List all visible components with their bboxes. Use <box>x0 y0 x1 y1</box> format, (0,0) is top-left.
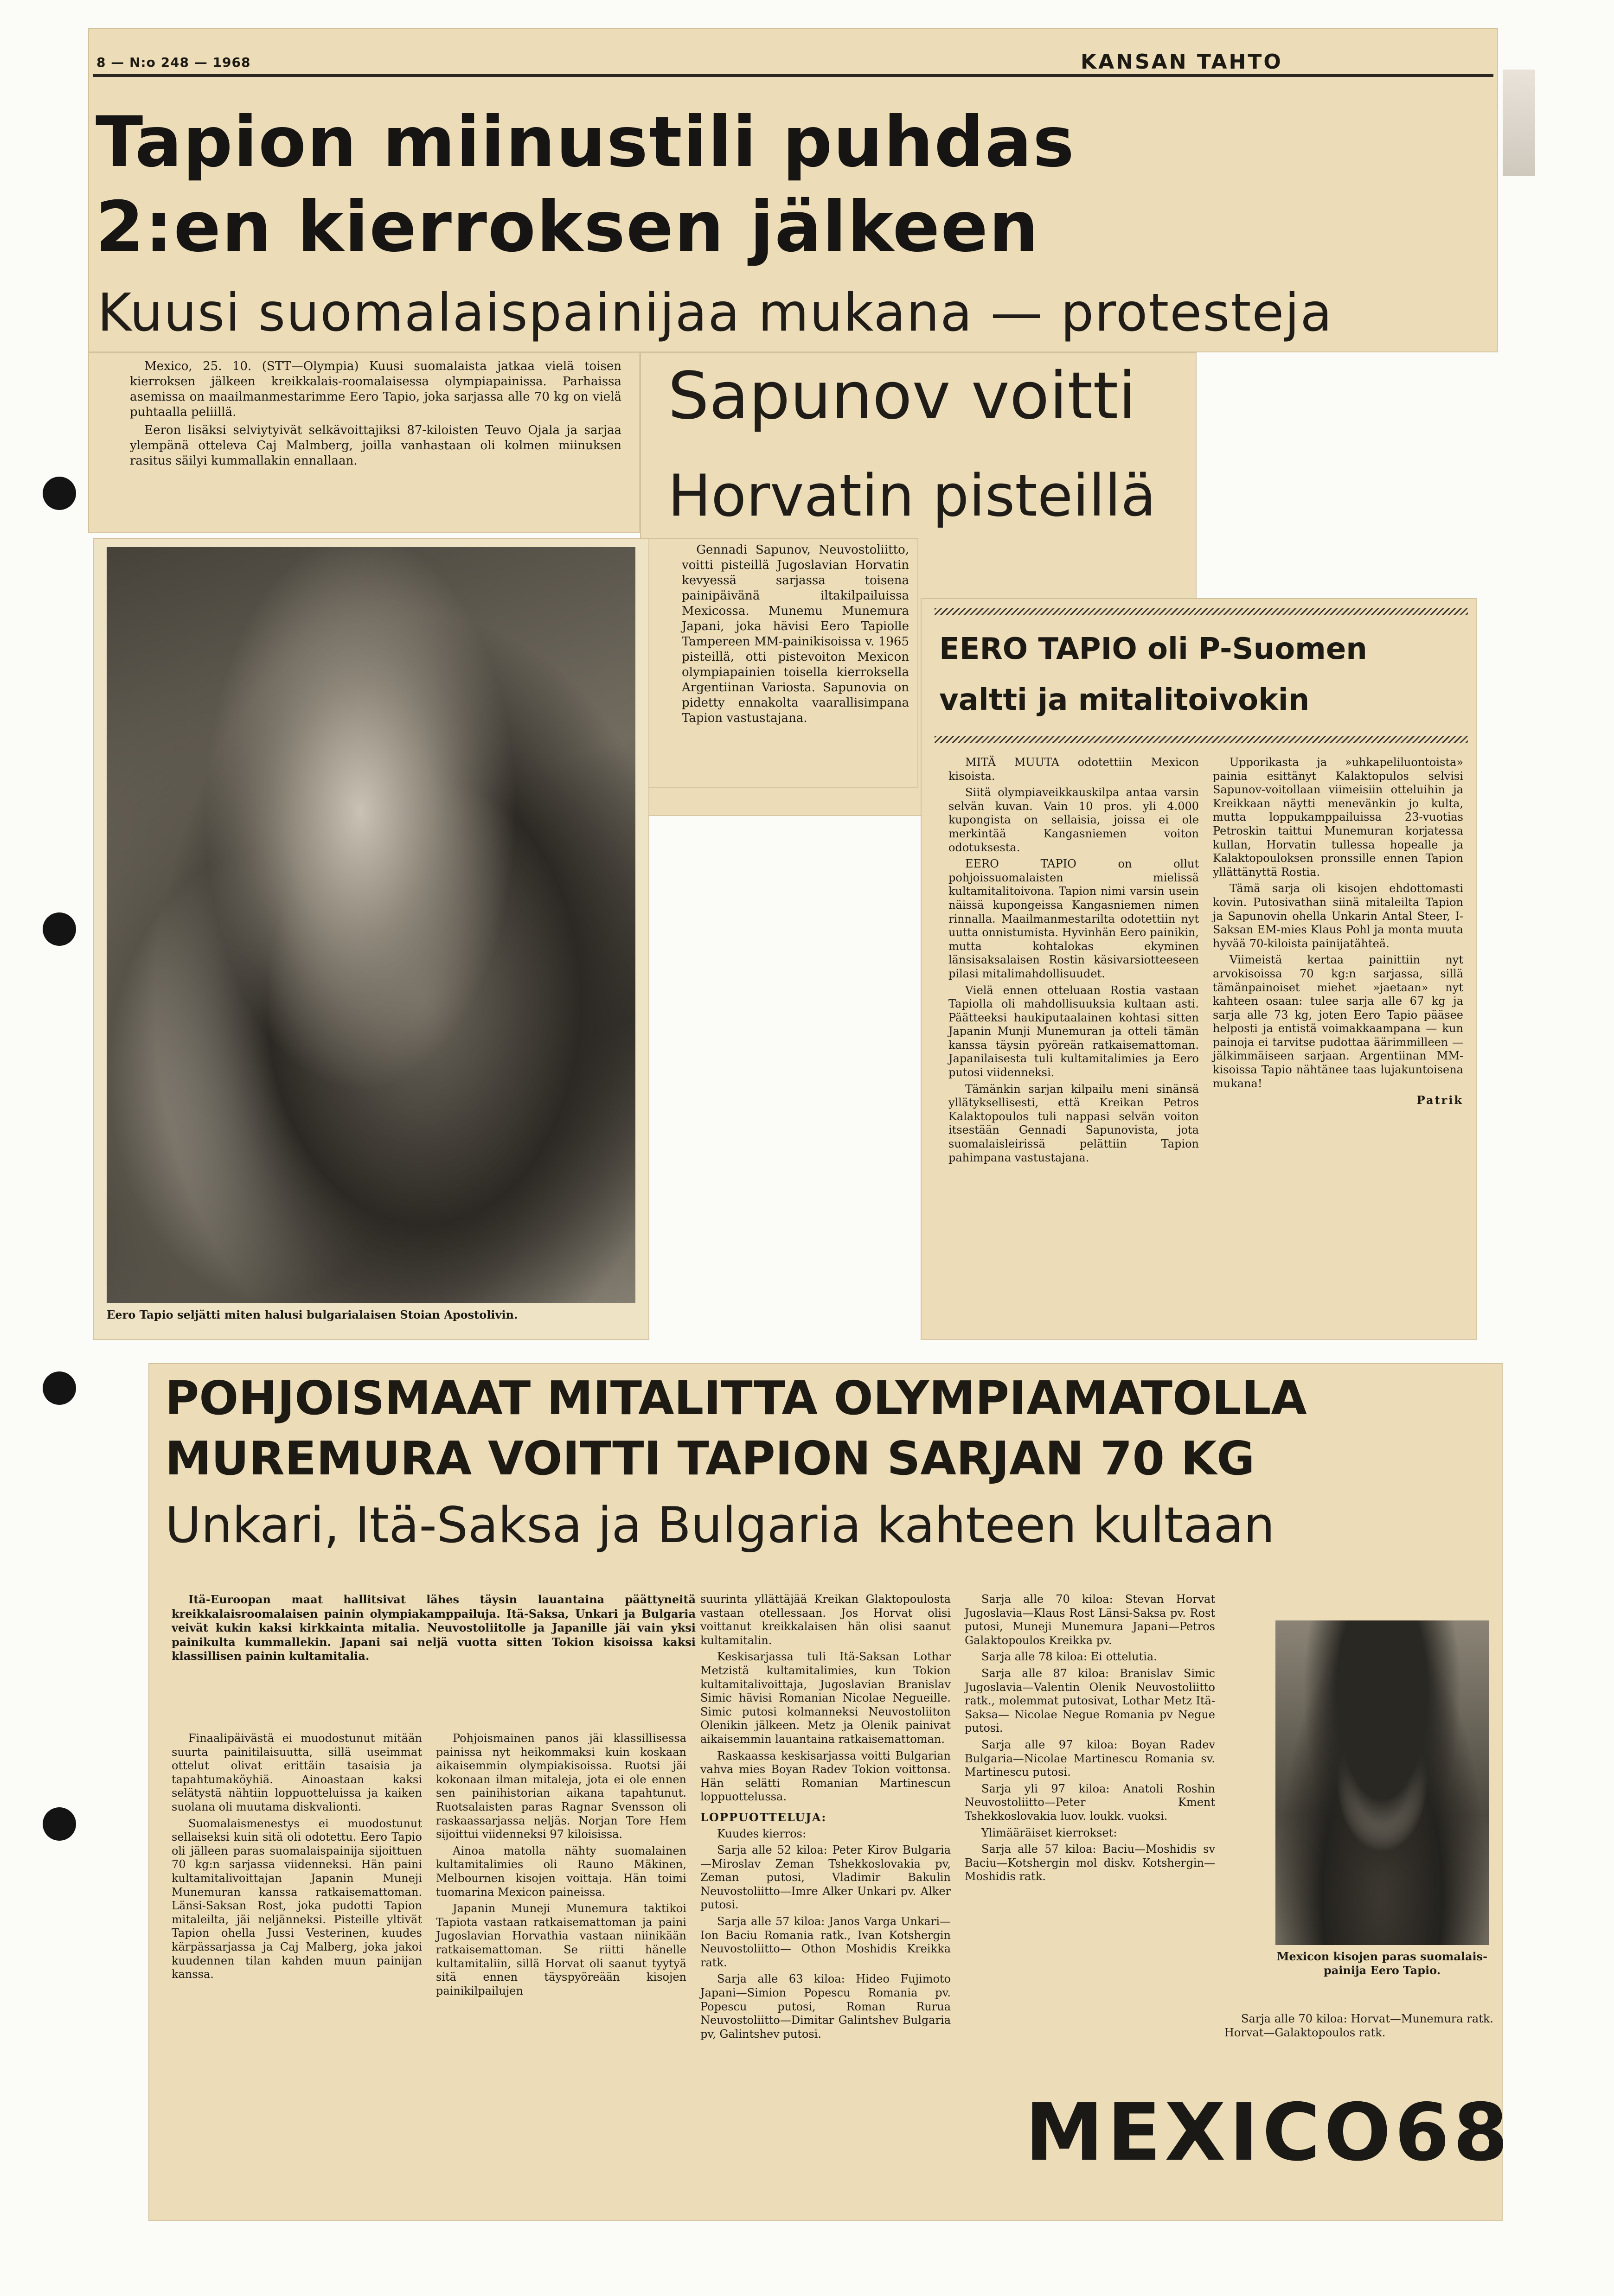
mexico-68-logo: MEXICO68 <box>1025 2087 1512 2179</box>
extra-title: Ylimääräiset kierrokset: <box>981 1826 1117 1839</box>
binder-hole <box>43 1807 76 1841</box>
sapunov-headline-1: Sapunov voitti <box>668 358 1137 434</box>
eero-col2-paragraph: Tämä sarja oli kisojen ehdottomasti kovin. Putosivathan siinä mitaleilta Tapion ja Sapunovin ohella Unkarin Antal Steer, I-Saksan EM-mies Klaus Pohl ja monta muuta hyvää 70-kiloista painijatähteä. <box>1213 882 1463 950</box>
eero-col2-paragraph: Upporikasta ja »uhkapeliluontoista» painia esittänyt Kalaktopulos selvisi Sapunov-voitollaan viimeisiin otteluihin ja Kreikkaan näytti menevänkin jo kulta, mutta loppukamppailuissa 23-vuotias Petroskin taittui Munemuran korjatessa kullan, Horvatin tullessa hopealle ja Kalaktopouloksen pronssille ennen Tapion yllättänyttä Rostia. <box>1213 756 1463 879</box>
bottom-col4-paragraph: Sarja alle 87 kiloa: Branislav Simic Jugoslavia—Valentin Olenik Neuvostoliitto ratk., molemmat putosivat, Lothar Metz Itä-Saksa— Nicolae Negue Romania pv Negue putosi. <box>965 1666 1215 1735</box>
results-title: LOPPUOTTELUJA: <box>700 1810 827 1824</box>
bottom-col4-extra: Sarja alle 57 kiloa: Baciu—Moshidis sv Baciu—Kotshergin mol diskv. Kotshergin—Moshidis ratk. <box>965 1843 1215 1883</box>
bottom-col2-paragraph: Pohjoismainen panos jäi klassillisessa painissa nyt heikommaksi kuin koskaan aikaisemmin olympiakisoissa. Ruotsi jäi kokonaan ilman mitaleja, jota ei ole ennen sen painihistorian aikana tapahtunut. Ruotsalaisten paras Ragnar Svensson oli raskaassarjassa neljäs. Norjan Tore Hem sijoittui viidenneksi 97 kiloisissa. <box>436 1732 686 1841</box>
bottom-column-4 <box>965 1593 1215 1887</box>
page-info: 8 — N:o 248 — 1968 <box>96 55 251 70</box>
bottom-headline-2: MUREMURA VOITTI TAPION SARJAN 70 KG <box>165 1431 1255 1486</box>
bottom-col3-paragraph: Raskaassa keskisarjassa voitti Bulgarian vahva mies Boyan Radev Tokion voittonsa. Hän selätti Romanian Martinescun loppuottelussa. <box>700 1749 951 1804</box>
photo-1-caption: Eero Tapio seljätti miten halusi bulgarialaisen Stoian Apostolivin. <box>107 1308 518 1321</box>
headline-top-2: 2:en kierroksen jälkeen <box>96 187 1039 268</box>
eero-headline-2: valtti ja mitalitoivokin <box>939 683 1310 717</box>
header-rule <box>93 74 1493 77</box>
bottom-col1-paragraph: Suomalaismenestys ei muodostunut sellaiseksi kuin sitä oli odotettu. Eero Tapio oli jälleen paras suomalaispainija sijoittuen 70 kg:n sarjassa viidenneksi. Hän paini kultamitalivoittajan Japanin Muneji Munemuran kanssa ratkaisemattoman. Länsi-Saksan Rost, joka pudotti Tapion mitaleilta, jäi neljänneksi. Pisteille yltivät Tapion ohella Jussi Vesterinen, kuudes kärpässarjassa ja Caj Malberg, joka jakoi kuudennen tilan kahden muun painijan kanssa. <box>172 1817 422 1981</box>
bottom-article-clipping <box>148 1363 1512 2221</box>
top-article-paragraph-1: Mexico, 25. 10. (STT—Olympia) Kuusi suomalaista jatkaa vielä toisen kierroksen jälkeen kreikkalais-roomalaisessa olympiapainissa. Parhaissa asemissa on maailmanmestarimme Eero Tapio, joka sarjassa alle 70 kg on vielä puhtaalla peliillä. <box>130 359 621 419</box>
bottom-column-1 <box>172 1732 422 1984</box>
top-article-clipping <box>88 28 1498 352</box>
eero-col1-paragraph: Vielä ennen otteluaan Rostia vastaan Tapiolla oli mahdollisuuksia kultaan asti. Päätteeksi haukiputaalainen kohtasi sitten Japanin Munji Munemuran ja otteli tämän kanssa täysin pyöreän ratkaisemattoman. Japanilaisesta tuli kultamitalimies ja Eero putosi viidenneksi. <box>948 983 1199 1079</box>
eero-signature: Patrik <box>1416 1093 1463 1107</box>
results-item: Sarja alle 57 kiloa: Janos Varga Unkari—Ion Baciu Romania ratk., Ivan Kotshergin Neuvostoliitto— Othon Moshidis Kreikka ratk. <box>700 1915 951 1969</box>
binder-hole <box>43 912 76 946</box>
wrestlers-photo <box>107 547 635 1303</box>
eero-col1-paragraph: EERO TAPIO on ollut pohjoissuomalaisten mielissä kultamitalitoivona. Tapion nimi varsin usein näissä kupongeissa Kangasniemen nimen rinnalla. Maailmanmestarilta odotettiin nyt uutta onnistumista. Hyvinhän Eero painikin, mutta kohtalokas ekyminen länsisaksalaisen Rostin käsivarsiotteeseen pilasi mitalimahdollisuudet. <box>948 857 1199 980</box>
results-item: Sarja alle 52 kiloa: Peter Kirov Bulgaria—Miroslav Zeman Tshekkoslovakia pv, Zeman putosi, Vladimir Bakulin Neuvostoliitto—Imre Alker Unkari pv. Alker putosi. <box>700 1843 951 1912</box>
headline-top-1: Tapion miinustili puhdas <box>96 102 1076 183</box>
binder-hole <box>43 1371 76 1405</box>
eero-column-1 <box>948 756 1199 1167</box>
bottom-col4-paragraph: Sarja alle 97 kiloa: Boyan Radev Bulgaria—Nicolae Martinescu Romania sv. Martinescu putosi. <box>965 1738 1215 1779</box>
bottom-col3-paragraph: Keskisarjassa tuli Itä-Saksan Lothar Metzistä kultamitalimies, kun Tokion kultamitalivoittaja, Jugoslavian Branislav Simic hävisi Romanian Nicolae Negueille. Simic putosi kolmanneksi Neuvostoliiton Olenikin jälkeen. Metz ja Olenik painivat aikaisemmin lauantaina ratkaisemattoman. <box>700 1650 951 1746</box>
bottom-col5-extra: Sarja alle 70 kiloa: Horvat—Munemura ratk. Horvat—Galaktopoulos ratk. <box>1224 2012 1493 2039</box>
photo-1-clipping <box>93 538 649 1340</box>
eero-col2-paragraph: Viimeistä kertaa painittiin nyt arvokisoissa 70 kg:n sarjassa, sillä tämänpainoiset miehet »jaetaan» nyt kahteen osaan: tulee sarja alle 67 kg ja sarja alle 73 kg, joten Eero Tapio pääsee helposti ja entistä voimakkaampana — kun painoja ei tarvitse pudottaa äärimmilleen — jälkimmäiseen sarjaan. Argentiinan MM-kisoissa Tapio nähtänee taas lujakuntoisena mukana! <box>1213 953 1463 1090</box>
bottom-col2-paragraph: Ainoa matolla nähty suomalainen kultamitalimies oli Rauno Mäkinen, Melbournen kisojen voittaja. Hän toimi tuomarina Mexicon paineissa. <box>436 1844 686 1899</box>
eero-column-2 <box>1213 756 1463 1110</box>
wavy-rule-bottom <box>935 736 1468 743</box>
photo-2-caption-line-1: Mexicon kisojen paras suomalais- <box>1276 1950 1488 1963</box>
results-round: Kuudes kierros: <box>717 1827 807 1840</box>
results-item: Sarja alle 63 kiloa: Hideo Fujimoto Japani—Simion Popescu Romania pv. Popescu putosi, Roman Rurua Neuvostoliitto—Dimitar Galintshev Bulgaria pv, Galintshev putosi. <box>700 1972 951 2041</box>
bottom-lead-paragraph: Itä-Euroopan maat hallitsivat lähes täysin lauantaina päättyneitä kreikkalaisroomalaisen painin olympiakamppailuja. Itä-Saksa, Unkari ja Bulgaria veivät kukin kaksi kirkkainta mitalia. Neuvostoliitolle ja Japanille jäi vain yksi painikulta kummallekin. Japani sai neljä vuotta sitten Tokion kisoissa kaksi klassillisen painin kultamitalia. <box>172 1593 696 1663</box>
bottom-col4-paragraph: Sarja yli 97 kiloa: Anatoli Roshin Neuvostoliitto—Peter Kment Tshekkoslovakia luov. loukk. vuoksi. <box>965 1782 1215 1823</box>
bottom-column-2 <box>436 1732 686 2001</box>
eero-article-clipping <box>921 598 1477 1340</box>
eero-col1-paragraph: MITÄ MUUTA odotettiin Mexicon kisoista. <box>948 756 1199 783</box>
sapunov-article-body: Gennadi Sapunov, Neuvostoliitto, voitti pisteillä Jugoslavian Horvatin kevyessä sarjassa toisena painipäivänä iltakilpailuissa Mexicossa. Munemu Munemura Japani, joka hävisi Eero Tapiolle Tampereen MM-painikisoissa v. 1965 pisteillä, otti pistevoiton Mexicon olympiapainien toisella kierroksella Argentiinan Variosta. Sapunovia on pidetty ennakolta vaarallisimpana Tapion vastustajana. <box>682 543 909 725</box>
corner-stamp <box>1503 70 1535 176</box>
bottom-col4-paragraph: Sarja alle 70 kiloa: Stevan Horvat Jugoslavia—Klaus Rost Länsi-Saksa pv. Rost putosi, Muneji Munemura Japani—Petros Galaktopoulos Kreikka pv. <box>965 1593 1215 1647</box>
eero-col1-paragraph: Tämänkin sarjan kilpailu meni sinänsä yllätyksellisesti, että Kreikan Petros Kalaktopoulos tuli nappasi selvän voiton itsestään Gennadi Sapunovista, jota suomalaisleirissä pelättiin Tapion pahimpana vastustajana. <box>948 1082 1199 1164</box>
bottom-col4-paragraph: Sarja alle 78 kiloa: Ei ottelutia. <box>981 1650 1157 1664</box>
sapunov-headline-2: Horvatin pisteillä <box>668 463 1156 529</box>
binder-hole <box>43 477 76 510</box>
paper-name: KANSAN TAHTO <box>1081 50 1283 74</box>
bottom-column-3 <box>700 1593 951 2044</box>
photo-2-caption-line-2: painija Eero Tapio. <box>1323 1964 1441 1977</box>
bottom-headline-1: POHJOISMAAT MITALITTA OLYMPIAMATOLLA <box>165 1371 1307 1425</box>
bottom-subheadline: Unkari, Itä-Saksa ja Bulgaria kahteen kultaan <box>165 1497 1275 1554</box>
photo-2-caption <box>1266 1950 1498 1977</box>
subheadline-top: Kuusi suomalaispainijaa mukana — protesteja <box>97 283 1333 343</box>
eero-col1-paragraph: Siitä olympiaveikkauskilpa antaa varsin selvän kuvan. Vain 10 pros. yli 4.000 kupongista on sellaisia, joissa ei ole merkintää Kangasniemen voiton odotuksesta. <box>948 786 1199 854</box>
top-article-body <box>88 352 640 533</box>
eero-tapio-sombrero-photo <box>1275 1620 1489 1945</box>
wavy-rule-top <box>935 608 1468 615</box>
bottom-column-5 <box>1224 2012 1493 2042</box>
sapunov-article-body-clipping <box>640 538 918 788</box>
bottom-col3-paragraph: suurinta yllättäjää Kreikan Glaktopoulosta vastaan otellessaan. Jos Horvat olisi voittanut kreikkalaisen hän olisi saanut kultamitalin. <box>700 1593 951 1647</box>
top-article-paragraph-2: Eeron lisäksi selviytyivät selkävoittajiksi 87-kiloisten Teuvo Ojala ja sarjaa ylempänä otteleva Caj Malmberg, joilla vanhastaan oli kolmen miinuksen rasitus säilyi kummallakin ennallaan. <box>130 423 621 468</box>
bottom-lead <box>172 1593 696 1666</box>
bottom-col2-paragraph: Japanin Muneji Munemura taktikoi Tapiota vastaan ratkaisemattoman ja paini Jugoslavian Horvathia vastaan niinikään ratkaisemattoman. Se riitti hänelle kultamitaliin, sillä Horvat oli saanut tyytyä sitä ennen täyspyöreään kisojen painikilpailujen <box>436 1902 686 1997</box>
bottom-col1-paragraph: Finaalipäivästä ei muodostunut mitään suurta painitilaisuutta, sillä useimmat ottelut olivat erittäin tasaisia ja tapahtumaköyhiä. Ainoastaan kaksi selätystä nähtiin loppuotteluissa ja kaiken suolana oli muutama diskvalionti. <box>172 1732 422 1813</box>
eero-headline-1: EERO TAPIO oli P-Suomen <box>939 632 1367 666</box>
